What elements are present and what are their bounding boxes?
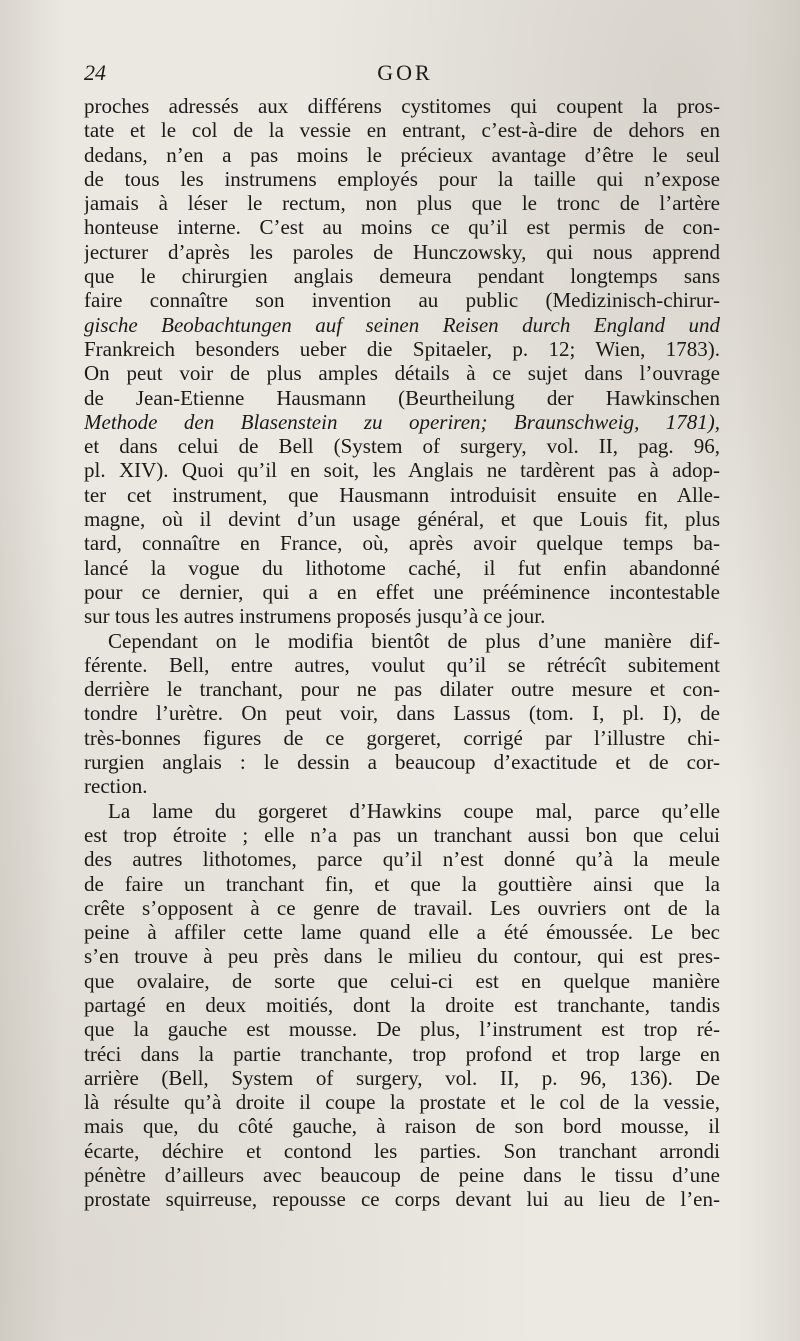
text-line: pénètre d’ailleurs avec beaucoup de peine dans le tissu d’une (84, 1163, 720, 1188)
text-line: proches adressés aux différens cystitomes qui coupent la pros- (84, 94, 720, 118)
text-line: tate et le col de la vessie en entrant, c’est-à-dire de dehors en (84, 118, 720, 143)
text-line: pl. XIV). Quoi qu’il en soit, les Anglais ne tardèrent pas à adop- (84, 458, 720, 483)
text-line: Cependant on le modifia bientôt de plus d’une manière dif- (108, 628, 720, 653)
text-line: dedans, n’en a pas moins le précieux avantage d’être le seul (84, 142, 720, 167)
text-line: rection. (84, 774, 148, 799)
text-line: est trop étroite ; elle n’a pas un tranchant aussi bon que celui (84, 822, 720, 847)
text-line: magne, où il devint d’un usage général, et que Louis fit, plus (84, 507, 720, 532)
text-line: derrière le tranchant, pour ne pas dilater outre mesure et con- (84, 677, 720, 702)
text-line: sur tous les autres instrumens proposés jusqu’à ce jour. (84, 604, 546, 629)
page-number: 24 (84, 60, 106, 85)
page-header (84, 60, 726, 94)
text-line: et dans celui de Bell (System of surgery, vol. II, pag. 96, (84, 434, 720, 459)
text-line: que ovalaire, de sorte que celui-ci est en quelque manière (84, 968, 720, 993)
text-line: peine à affiler cette lame quand elle a été émoussée. Le bec (84, 920, 720, 945)
text-line: très-bonnes figures de ce gorgeret, corrigé par l’illustre chi- (84, 725, 720, 750)
text-line: gische Beobachtungen auf seinen Reisen durch England und (84, 312, 720, 337)
text-line: tréci dans la partie tranchante, trop profond et trop large en (84, 1041, 720, 1066)
text-line: que la gauche est mousse. De plus, l’instrument est trop ré- (84, 1017, 720, 1042)
text-line: Methode den Blasenstein zu operiren; Braunschweig, 1781), (84, 409, 720, 434)
text-line: lancé la vogue du lithotome caché, il fut enfin abandonné (84, 555, 720, 580)
text-line: férente. Bell, entre autres, voulut qu’il se rétrécît subitement (84, 652, 720, 677)
text-line: là résulte qu’à droite il coupe la prostate et le col de la vessie, (84, 1090, 720, 1115)
text-line: tard, connaître en France, où, après avoir quelque temps ba- (84, 531, 720, 556)
text-line: rurgien anglais : le dessin a beaucoup d’exactitude et de cor- (84, 750, 720, 775)
text-line: mais que, du côté gauche, à raison de son bord mousse, il (84, 1114, 720, 1139)
text-line: de faire un tranchant fin, et que la gouttière ainsi que la (84, 871, 720, 896)
text-line: arrière (Bell, System of surgery, vol. II, p. 96, 136). De (84, 1065, 720, 1090)
text-line: crête s’opposent à ce genre de travail. Les ouvriers ont de la (84, 895, 720, 920)
text-line: tondre l’urètre. On peut voir, dans Lassus (tom. I, pl. I), de (84, 701, 720, 726)
text-line: de tous les instrumens employés pour la taille qui n’expose (84, 166, 720, 191)
text-line: On peut voir de plus amples détails à ce sujet dans l’ouvrage (84, 361, 720, 386)
text-line: Frankreich besonders ueber die Spitaeler, p. 12; Wien, 1783). (84, 336, 720, 361)
text-line: La lame du gorgeret d’Hawkins coupe mal, parce qu’elle (108, 798, 720, 823)
text-line: jamais à léser le rectum, non plus que le tronc de l’artère (84, 191, 720, 216)
text-line: écarte, déchire et contond les parties. Son tranchant arrondi (84, 1138, 720, 1163)
text-line: de Jean-Etienne Hausmann (Beurtheilung der Hawkinschen (84, 385, 720, 410)
text-line: des autres lithotomes, parce qu’il n’est donné qu’à la meule (84, 847, 720, 872)
text-line: pour ce dernier, qui a en effet une prééminence incontestable (84, 579, 720, 604)
text-line: jecturer d’après les paroles de Hunczowsky, qui nous apprend (84, 239, 720, 264)
text-line: faire connaître son invention au public (Medizinisch-chirur- (84, 288, 720, 313)
text-line: s’en trouve à peu près dans le milieu du contour, qui est pres- (84, 944, 720, 969)
text-line: prostate squirreuse, repousse ce corps devant lui au lieu de l’en- (84, 1187, 720, 1212)
text-line: que le chirurgien anglais demeura pendant longtemps sans (84, 264, 720, 289)
text-line: honteuse interne. C’est au moins ce qu’il est permis de con- (84, 215, 720, 240)
text-line: partagé en deux moitiés, dont la droite est tranchante, tandis (84, 992, 720, 1017)
body-text (84, 94, 720, 1212)
text-line: ter cet instrument, que Hausmann introduisit ensuite en Alle- (84, 482, 720, 507)
running-head: GOR (377, 60, 433, 85)
